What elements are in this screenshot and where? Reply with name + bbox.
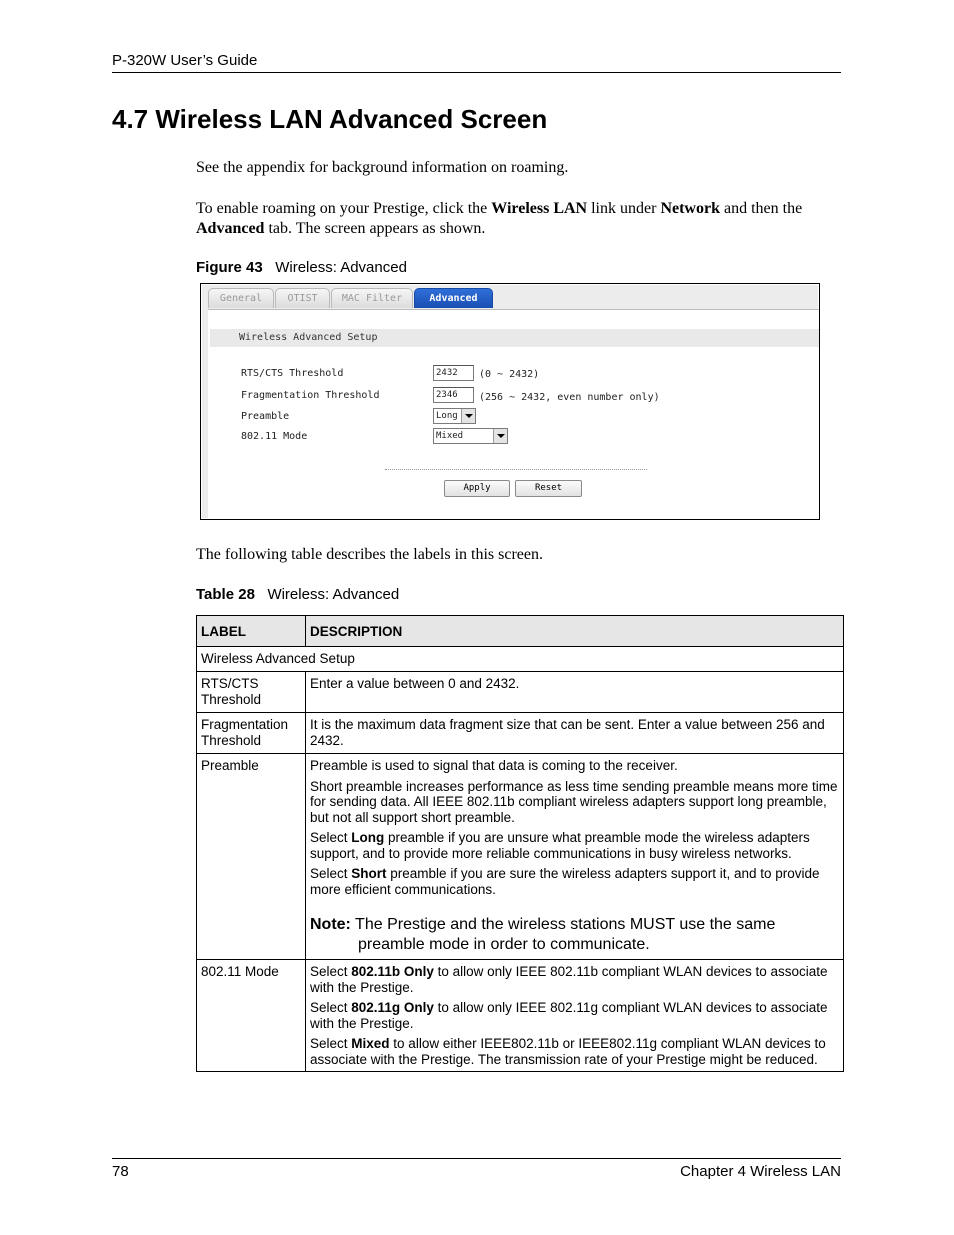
intro-paragraph-2 — [196, 199, 846, 239]
text: tab. The screen appears as shown. — [264, 220, 486, 237]
table-row — [197, 754, 844, 960]
page-number: 78 — [112, 1163, 129, 1180]
tab-general[interactable]: General — [208, 288, 274, 308]
row-description — [306, 754, 844, 960]
preamble-value: Long — [436, 411, 458, 421]
chapter-title: Chapter 4 Wireless LAN — [680, 1163, 841, 1180]
mode-label: 802.11 Mode — [241, 431, 308, 442]
description-text: Preamble is used to signal that data is coming to the receiver. — [310, 758, 678, 773]
text: preamble if you are unsure what preamble mode the wireless adapters support, and to provide more reliable communications in busy wireless networks. — [310, 830, 810, 861]
description-text — [310, 830, 839, 861]
table-header-row — [197, 616, 844, 647]
note-text: The Prestige and the wireless stations MUST use the same preamble mode in order to communicate. — [350, 916, 776, 953]
page-footer — [112, 1158, 841, 1180]
rts-threshold-hint: (0 ~ 2432) — [479, 369, 540, 380]
description-text: Short preamble increases performance as less time sending preamble means more time for sending data. All IEEE 802.11b compliant wireless adapters support long preamble, but not all support short preamble. — [310, 778, 838, 825]
text: link under — [587, 200, 661, 217]
text: Select — [310, 830, 352, 845]
row-description: Enter a value between 0 and 2432. — [306, 672, 844, 713]
bold-text: Long — [351, 830, 385, 845]
fragmentation-threshold-hint: (256 ~ 2432, even number only) — [479, 392, 660, 403]
bold-text: Wireless LAN — [491, 200, 588, 217]
intro-paragraph-1: See the appendix for background information on roaming. — [196, 159, 569, 176]
bold-text: Short — [351, 866, 387, 881]
text: and then the — [719, 200, 803, 217]
section-title-bar — [210, 329, 819, 347]
table-label: Table 28 — [196, 586, 255, 603]
reset-button[interactable]: Reset — [515, 480, 582, 497]
description-text — [310, 866, 839, 897]
figure-background — [202, 285, 818, 518]
table-row — [197, 960, 844, 1072]
section-row: Wireless Advanced Setup — [197, 647, 844, 672]
note — [310, 915, 839, 955]
bold-text: Network — [660, 200, 720, 217]
figure-label: Figure 43 — [196, 259, 263, 276]
text: To enable roaming on your Prestige, click the — [196, 200, 492, 217]
guide-title: P-320W User’s Guide — [112, 52, 258, 69]
text: Select — [310, 1036, 352, 1051]
fragmentation-threshold-input[interactable]: 2346 — [433, 387, 474, 403]
bold-text: Mixed — [351, 1036, 390, 1051]
figure-caption — [196, 259, 407, 276]
row-label: Preamble — [197, 754, 306, 960]
bold-text: 802.11g Only — [351, 1000, 434, 1015]
text: to allow either IEEE802.11b or IEEE802.11g compliant WLAN devices to associate with the Prestige. The transmission rate of your Prestige might be reduced. — [310, 1036, 826, 1067]
text: to allow only IEEE 802.11b compliant WLAN devices to associate with the Prestige. — [310, 964, 828, 995]
bold-text: 802.11b Only — [351, 964, 434, 979]
rts-threshold-input[interactable]: 2432 — [433, 365, 474, 381]
description-text — [310, 1000, 839, 1031]
screenshot-figure — [200, 283, 820, 520]
row-label: RTS/CTS Threshold — [197, 672, 306, 713]
apply-button[interactable]: Apply — [444, 480, 510, 497]
description-text — [310, 964, 839, 995]
rts-threshold-label: RTS/CTS Threshold — [241, 368, 344, 379]
text: Select — [310, 1000, 352, 1015]
tab-otist[interactable]: OTIST — [275, 288, 330, 308]
section-heading: 4.7 Wireless LAN Advanced Screen — [112, 104, 548, 134]
text: Select — [310, 964, 352, 979]
text: Select — [310, 866, 352, 881]
text: preamble if you are sure the wireless adapters support it, and to provide more efficient communications. — [310, 866, 820, 897]
table-intro: The following table describes the labels in this screen. — [196, 546, 544, 563]
preamble-label: Preamble — [241, 411, 290, 422]
mode-value: Mixed — [436, 431, 464, 441]
preamble-select[interactable] — [433, 408, 476, 424]
chevron-down-icon[interactable] — [461, 409, 475, 423]
table-caption-text: Wireless: Advanced — [267, 586, 400, 603]
note-label: Note: — [310, 916, 351, 933]
table-row — [197, 647, 844, 672]
row-label: 802.11 Mode — [197, 960, 306, 1072]
fragmentation-threshold-label: Fragmentation Threshold — [241, 390, 380, 401]
row-description — [306, 960, 844, 1072]
text: to allow only IEEE 802.11g compliant WLAN devices to associate with the Prestige. — [310, 1000, 828, 1031]
tab-advanced[interactable]: Advanced — [414, 288, 493, 308]
table-row — [197, 713, 844, 754]
description-text — [310, 1036, 839, 1067]
row-description: It is the maximum data fragment size that can be sent. Enter a value between 256 and 2432. — [306, 713, 844, 754]
column-header-description: DESCRIPTION — [306, 616, 844, 647]
tab-mac-filter[interactable]: MAC Filter — [331, 288, 413, 308]
chevron-down-icon[interactable] — [493, 429, 507, 443]
table-caption — [196, 586, 399, 603]
mode-select[interactable] — [433, 428, 508, 444]
section-title: Wireless Advanced Setup — [239, 332, 378, 343]
settings-panel — [208, 309, 819, 518]
row-label: Fragmentation Threshold — [197, 713, 306, 754]
table-row — [197, 672, 844, 713]
page-header — [112, 52, 841, 73]
description-table — [196, 615, 844, 1072]
bold-text: Advanced — [196, 220, 265, 237]
column-header-label: LABEL — [197, 616, 306, 647]
divider — [385, 469, 647, 470]
figure-caption-text: Wireless: Advanced — [275, 259, 407, 276]
